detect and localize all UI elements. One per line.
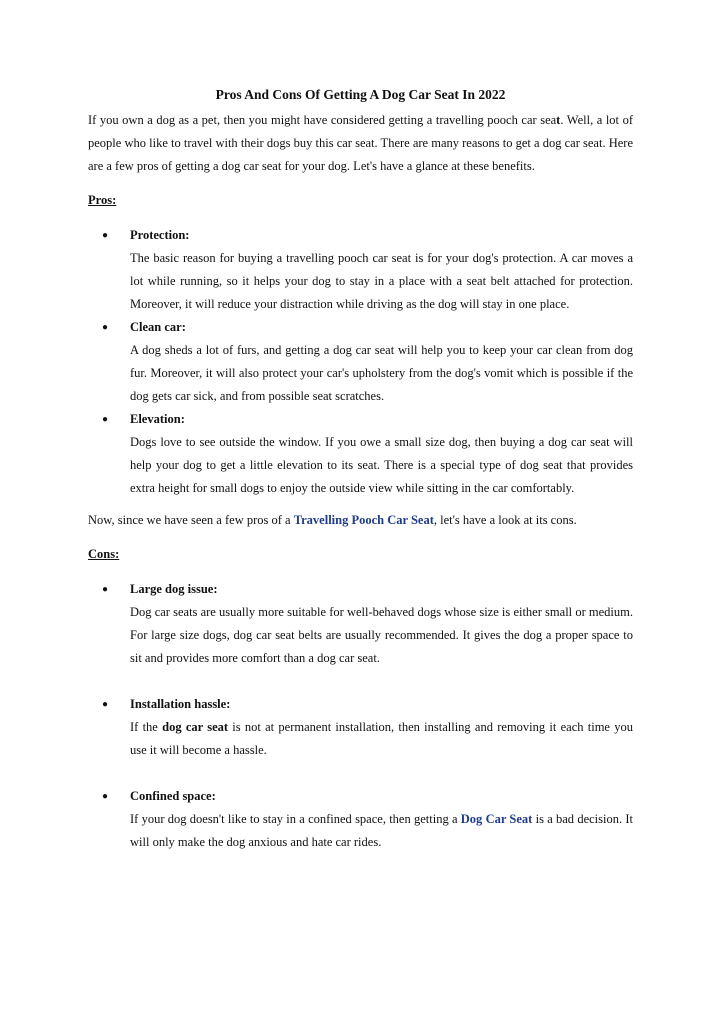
bullet-icon: ● <box>102 584 109 595</box>
intro-bold-char: t <box>556 113 561 127</box>
pros-item-body: Dogs love to see outside the window. If you owe a small size dog, then buying a dog car seat will help your dog to get a little elevation to its seat. There is a special type of dog seat that provides extra height for small dogs to enjoy the outside view while sitting in the car comfortably. <box>130 435 633 495</box>
cons-item-title: Confined space: <box>130 789 216 803</box>
cons-item-body <box>130 808 633 854</box>
travelling-pooch-car-seat-link[interactable]: Travelling Pooch Car Seat <box>293 513 434 527</box>
bullet-icon: ● <box>102 230 109 241</box>
transition-paragraph <box>88 509 633 532</box>
transition-text: Now, since we have seen a few pros of a <box>88 513 294 527</box>
pros-heading: Pros: <box>88 193 117 207</box>
cons-item-title: Large dog issue: <box>130 582 218 596</box>
cons-item-large-dog <box>88 578 633 670</box>
pros-list <box>88 224 633 500</box>
document-page <box>88 87 633 854</box>
cons-item-body: Dog car seats are usually more suitable for well-behaved dogs whose size is either small or medium. For large size dogs, dog car seat belts are usually recommended. It gives the dog a proper space to sit and provides more comfort than a dog car seat. <box>130 605 633 665</box>
cons-item-text-end: is a bad decision. It will only make the dog anxious and hate car rides. <box>130 812 633 849</box>
cons-item-text-end: is not at permanent installation, then installing and removing it each time you use it will become a hassle. <box>130 720 633 757</box>
transition-text-end: , let's have a look at its cons. <box>433 513 577 527</box>
intro-paragraph <box>88 109 633 178</box>
cons-item-title: Installation hassle: <box>130 697 231 711</box>
intro-text-end: . Well, a lot of people who like to travel with their dogs buy this car seat. There are many reasons to get a dog car seat. Here are a few pros of getting a dog car seat for your dog. Let's have a glance at these benefits. <box>88 113 633 173</box>
pros-item-protection <box>88 224 633 316</box>
bullet-icon: ● <box>102 699 109 710</box>
cons-item-text: If the <box>130 720 163 734</box>
bullet-icon: ● <box>102 791 109 802</box>
dog-car-seat-link[interactable]: Dog Car Seat <box>460 812 533 826</box>
pros-item-body: The basic reason for buying a travelling pooch car seat is for your dog's protection. A car moves a lot while running, so it helps your dog to stay in a place with a seat belt attached for protection. Moreover, it will reduce your distraction while driving as the dog will stay in one place. <box>130 251 633 311</box>
dog-car-seat-bold: dog car seat <box>162 720 229 734</box>
pros-item-title: Protection: <box>130 228 190 242</box>
pros-item-title: Elevation: <box>130 412 185 426</box>
pros-item-body: A dog sheds a lot of furs, and getting a dog car seat will help you to keep your car clean from dog fur. Moreover, it will also protect your car's upholstery from the dog's vomit which is possible if the dog gets car sick, and from possible seat scratches. <box>130 343 633 403</box>
intro-text: If you own a dog as a pet, then you might have considered getting a travelling pooch car sea <box>88 113 557 127</box>
bullet-icon: ● <box>102 322 109 333</box>
pros-item-title: Clean car: <box>130 320 186 334</box>
page-title: Pros And Cons Of Getting A Dog Car Seat In 2022 <box>215 87 506 102</box>
cons-heading: Cons: <box>88 547 120 561</box>
pros-item-clean-car <box>88 316 633 408</box>
cons-item-confined-space <box>88 785 633 854</box>
cons-item-text: If your dog doesn't like to stay in a confined space, then getting a <box>130 812 461 826</box>
cons-item-installation <box>88 693 633 762</box>
cons-list <box>88 578 633 854</box>
bullet-icon: ● <box>102 414 109 425</box>
cons-item-body <box>130 716 633 762</box>
pros-item-elevation <box>88 408 633 500</box>
